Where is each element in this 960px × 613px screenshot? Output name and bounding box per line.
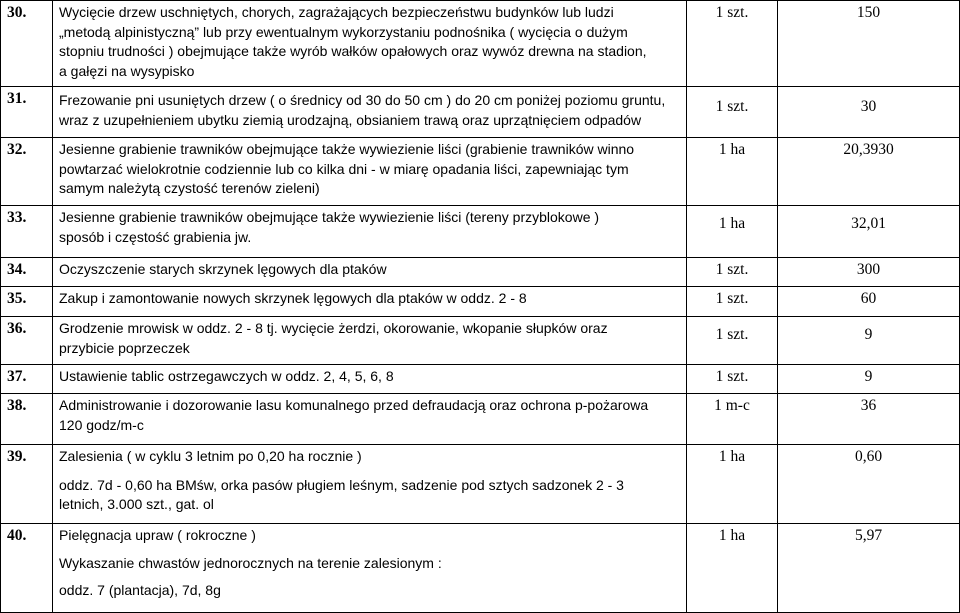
description-line: Oczyszczenie starych skrzynek lęgowych dla ptaków (59, 261, 387, 277)
row-quantity: 60 (778, 287, 960, 317)
row-quantity: 300 (778, 258, 960, 287)
row-quantity: 9 (778, 317, 960, 365)
row-description (53, 1, 687, 87)
row-unit: 1 ha (687, 138, 778, 206)
description-line: stopniu trudności ) obejmujące także wyrób wałków opałowych oraz wywóz drewna na stadion, (59, 43, 647, 59)
row-unit: 1 szt. (687, 365, 778, 394)
description-line: a gałęzi na wysypisko (59, 62, 195, 79)
row-description (53, 87, 687, 138)
row-quantity: 30 (778, 87, 960, 138)
description-line: 120 godz/m-c (59, 416, 144, 433)
description-line: Frezowanie pni usuniętych drzew ( o średnicy od 30 do 50 cm ) do 20 cm poniżej poziomu gruntu, (59, 92, 666, 108)
row-description (53, 206, 687, 258)
row-unit: 1 ha (687, 445, 778, 524)
row-unit: 1 szt. (687, 317, 778, 365)
row-quantity: 5,97 (778, 524, 960, 613)
row-number: 34. (1, 258, 53, 287)
row-number: 38. (1, 394, 53, 445)
table-row (1, 317, 960, 365)
description-line: Pielęgnacja upraw ( rokroczne ) (59, 527, 256, 543)
row-description (53, 445, 687, 524)
row-number: 37. (1, 365, 53, 394)
description-line: oddz. 7 (plantacja), 7d, 8g (59, 582, 221, 598)
row-unit: 1 szt. (687, 258, 778, 287)
description-line: Zalesienia ( w cyklu 3 letnim po 0,20 ha rocznie ) (59, 448, 362, 464)
row-number: 36. (1, 317, 53, 365)
row-quantity: 36 (778, 394, 960, 445)
row-unit: 1 ha (687, 524, 778, 613)
row-number: 40. (1, 524, 53, 613)
row-quantity: 0,60 (778, 445, 960, 524)
table-row (1, 87, 960, 138)
description-line: oddz. 7d - 0,60 ha BMśw, orka pasów pługiem leśnym, sadzenie pod sztych sadzonek 2 - 3 (59, 476, 624, 493)
row-description (53, 524, 687, 613)
description-line: Administrowanie i dozorowanie lasu komunalnego przed defraudacją oraz ochrona p-pożarowa (59, 397, 649, 413)
table-row (1, 394, 960, 445)
description-line: Jesienne grabienie trawników obejmujące także wywiezienie liści (grabienie trawników winno (59, 141, 635, 157)
description-line: Zakup i zamontowanie nowych skrzynek lęgowych dla ptaków w oddz. 2 - 8 (59, 290, 527, 306)
row-unit: 1 m-c (687, 394, 778, 445)
row-quantity: 9 (778, 365, 960, 394)
description-line: samym należytą czystość terenów zieleni) (59, 180, 320, 196)
description-line: przybicie poprzeczek (59, 339, 190, 356)
description-line: Wycięcie drzew uschniętych, chorych, zagrażających bezpieczeństwu budynków lub ludzi (59, 4, 614, 20)
description-line: powtarzać wielokrotnie codziennie lub co kilka dni - w miarę opadania liści, zapewniając tym (59, 160, 629, 177)
description-line: Grodzenie mrowisk w oddz. 2 - 8 tj. wycięcie żerdzi, okorowanie, wkopanie słupków oraz (59, 320, 608, 336)
row-number: 31. (1, 87, 53, 138)
description-line: sposób i częstość grabienia jw. (59, 228, 252, 245)
description-line: Wykaszanie chwastów jednorocznych na terenie zalesionym : (59, 554, 442, 571)
table-row (1, 365, 960, 394)
row-quantity: 20,3930 (778, 138, 960, 206)
row-unit: 1 ha (687, 206, 778, 258)
table-row (1, 138, 960, 206)
description-line: Ustawienie tablic ostrzegawczych w oddz. 2, 4, 5, 6, 8 (59, 368, 394, 384)
description-line: Jesienne grabienie trawników obejmujące także wywiezienie liści (tereny przyblokowe ) (59, 209, 600, 225)
table-row (1, 1, 960, 87)
table-row (1, 206, 960, 258)
table-row (1, 524, 960, 613)
row-description (53, 394, 687, 445)
row-number: 32. (1, 138, 53, 206)
row-description (53, 138, 687, 206)
table-row (1, 445, 960, 524)
row-number: 33. (1, 206, 53, 258)
description-line: letnich, 3.000 szt., gat. ol (59, 496, 214, 512)
row-number: 39. (1, 445, 53, 524)
row-description (53, 317, 687, 365)
table-row (1, 258, 960, 287)
row-quantity: 150 (778, 1, 960, 87)
row-description (53, 365, 687, 394)
row-description (53, 258, 687, 287)
row-description (53, 287, 687, 317)
description-line: „metodą alpinistyczną” lub przy ewentualnym wykorzystaniu podnośnika ( wycięcia o dużym (59, 23, 628, 40)
row-number: 35. (1, 287, 53, 317)
row-quantity: 32,01 (778, 206, 960, 258)
row-number: 30. (1, 1, 53, 87)
table-row (1, 287, 960, 317)
row-unit: 1 szt. (687, 1, 778, 87)
row-unit: 1 szt. (687, 87, 778, 138)
row-unit: 1 szt. (687, 287, 778, 317)
description-line: wraz z uzupełnieniem ubytku ziemią urodzajną, obsianiem trawą oraz uprzątnięciem odpadów (59, 111, 642, 128)
